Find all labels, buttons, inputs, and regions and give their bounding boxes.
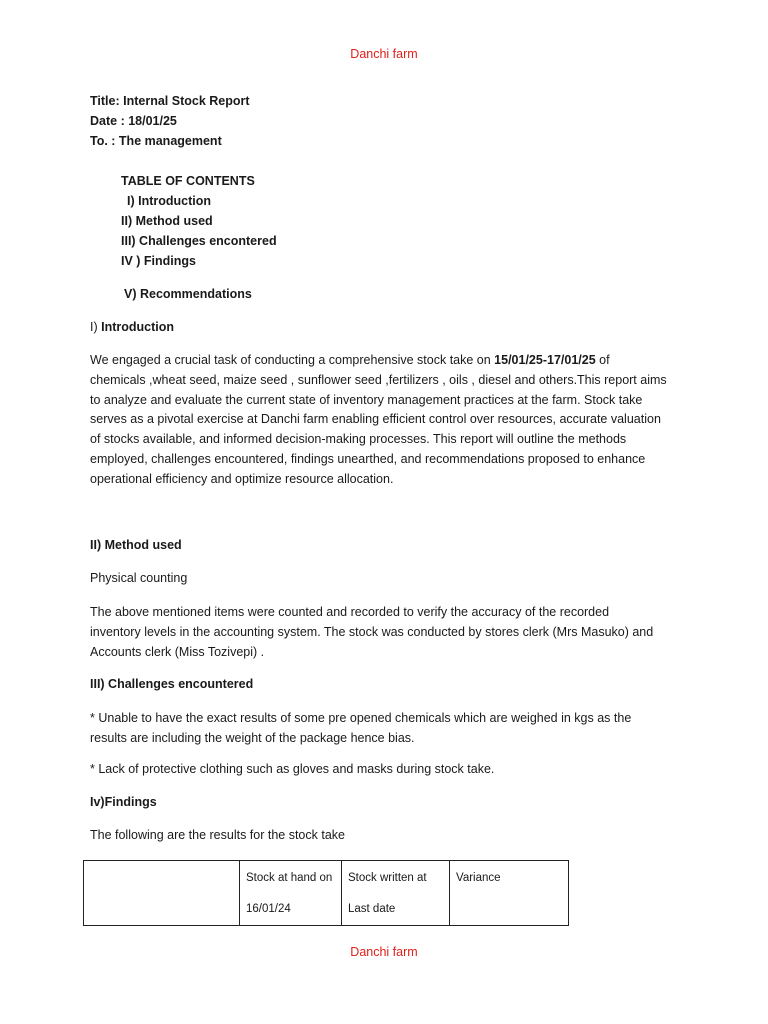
intro-line: to analyze and evaluate the current state of inventory management practices at the farm. Stock take: [90, 392, 643, 407]
method-paragraph: [90, 603, 680, 662]
intro-heading-text: Introduction: [101, 320, 175, 334]
intro-line: We engaged a crucial task of conducting a comprehensive stock take on 15/01/25-17/01/25 of: [90, 353, 610, 367]
intro-line: chemicals ,wheat seed, maize seed , sunflower seed ,fertilizers , oils , diesel and others.This report aims: [90, 372, 667, 387]
intro-line: operational efficiency and optimize resource allocation.: [90, 471, 394, 486]
challenge-item-1: [90, 709, 680, 749]
intro-line: of stocks available, and informed decision-making processes. This report will outline the methods: [90, 432, 627, 447]
challenges-heading: III) Challenges encountered: [90, 677, 254, 691]
toc-item-findings: IV ) Findings: [121, 254, 196, 268]
toc-item-challenges: III) Challenges encontered: [121, 234, 277, 248]
intro-paragraph: [90, 351, 680, 490]
table-header-cell-variance: Variance: [450, 861, 569, 926]
page-footer: Danchi farm: [350, 945, 418, 959]
toc-heading: TABLE OF CONTENTS: [121, 174, 255, 188]
toc-item-method: II) Method used: [121, 214, 213, 228]
report-recipient: To. : The management: [90, 134, 222, 148]
findings-intro: The following are the results for the stock take: [90, 828, 345, 842]
method-line: inventory levels in the accounting system. The stock was conducted by stores clerk (Mrs Masuko) and: [90, 624, 654, 639]
table-header-cell-stock-written: Stock written at Last date: [342, 861, 450, 926]
method-heading: II) Method used: [90, 538, 182, 552]
method-line: Accounts clerk (Miss Tozivepi) .: [90, 644, 265, 659]
table-header-cell-item: [84, 861, 240, 926]
report-date: Date : 18/01/25: [90, 114, 177, 128]
intro-heading: [90, 320, 174, 334]
intro-line: serves as a pivotal exercise at Danchi farm enabling efficient control over resources, accurate valuation: [90, 412, 661, 427]
findings-heading: Iv)Findings: [90, 795, 157, 809]
intro-heading-prefix: I): [90, 320, 102, 334]
toc-item-recommendations: V) Recommendations: [124, 287, 252, 301]
report-title: Title: Internal Stock Report: [90, 94, 250, 108]
toc-item-introduction: I) Introduction: [127, 194, 212, 208]
stock-table: [83, 860, 569, 926]
challenge-line: * Unable to have the exact results of some pre opened chemicals which are weighed in kgs as the: [90, 711, 632, 725]
table-header-row: [84, 861, 569, 926]
method-subheading: Physical counting: [90, 571, 188, 585]
table-header-cell-stock-at-hand: Stock at hand on 16/01/24: [240, 861, 342, 926]
method-line: The above mentioned items were counted and recorded to verify the accuracy of the recorded: [90, 605, 610, 619]
challenge-line: results are including the weight of the package hence bias.: [90, 730, 415, 745]
page-header: Danchi farm: [350, 47, 418, 61]
stock-take-dates: 15/01/25-17/01/25: [494, 353, 596, 367]
challenge-item-2: * Lack of protective clothing such as gloves and masks during stock take.: [90, 762, 495, 776]
intro-line: employed, challenges encountered, findings unearthed, and recommendations proposed to enhance: [90, 451, 646, 466]
